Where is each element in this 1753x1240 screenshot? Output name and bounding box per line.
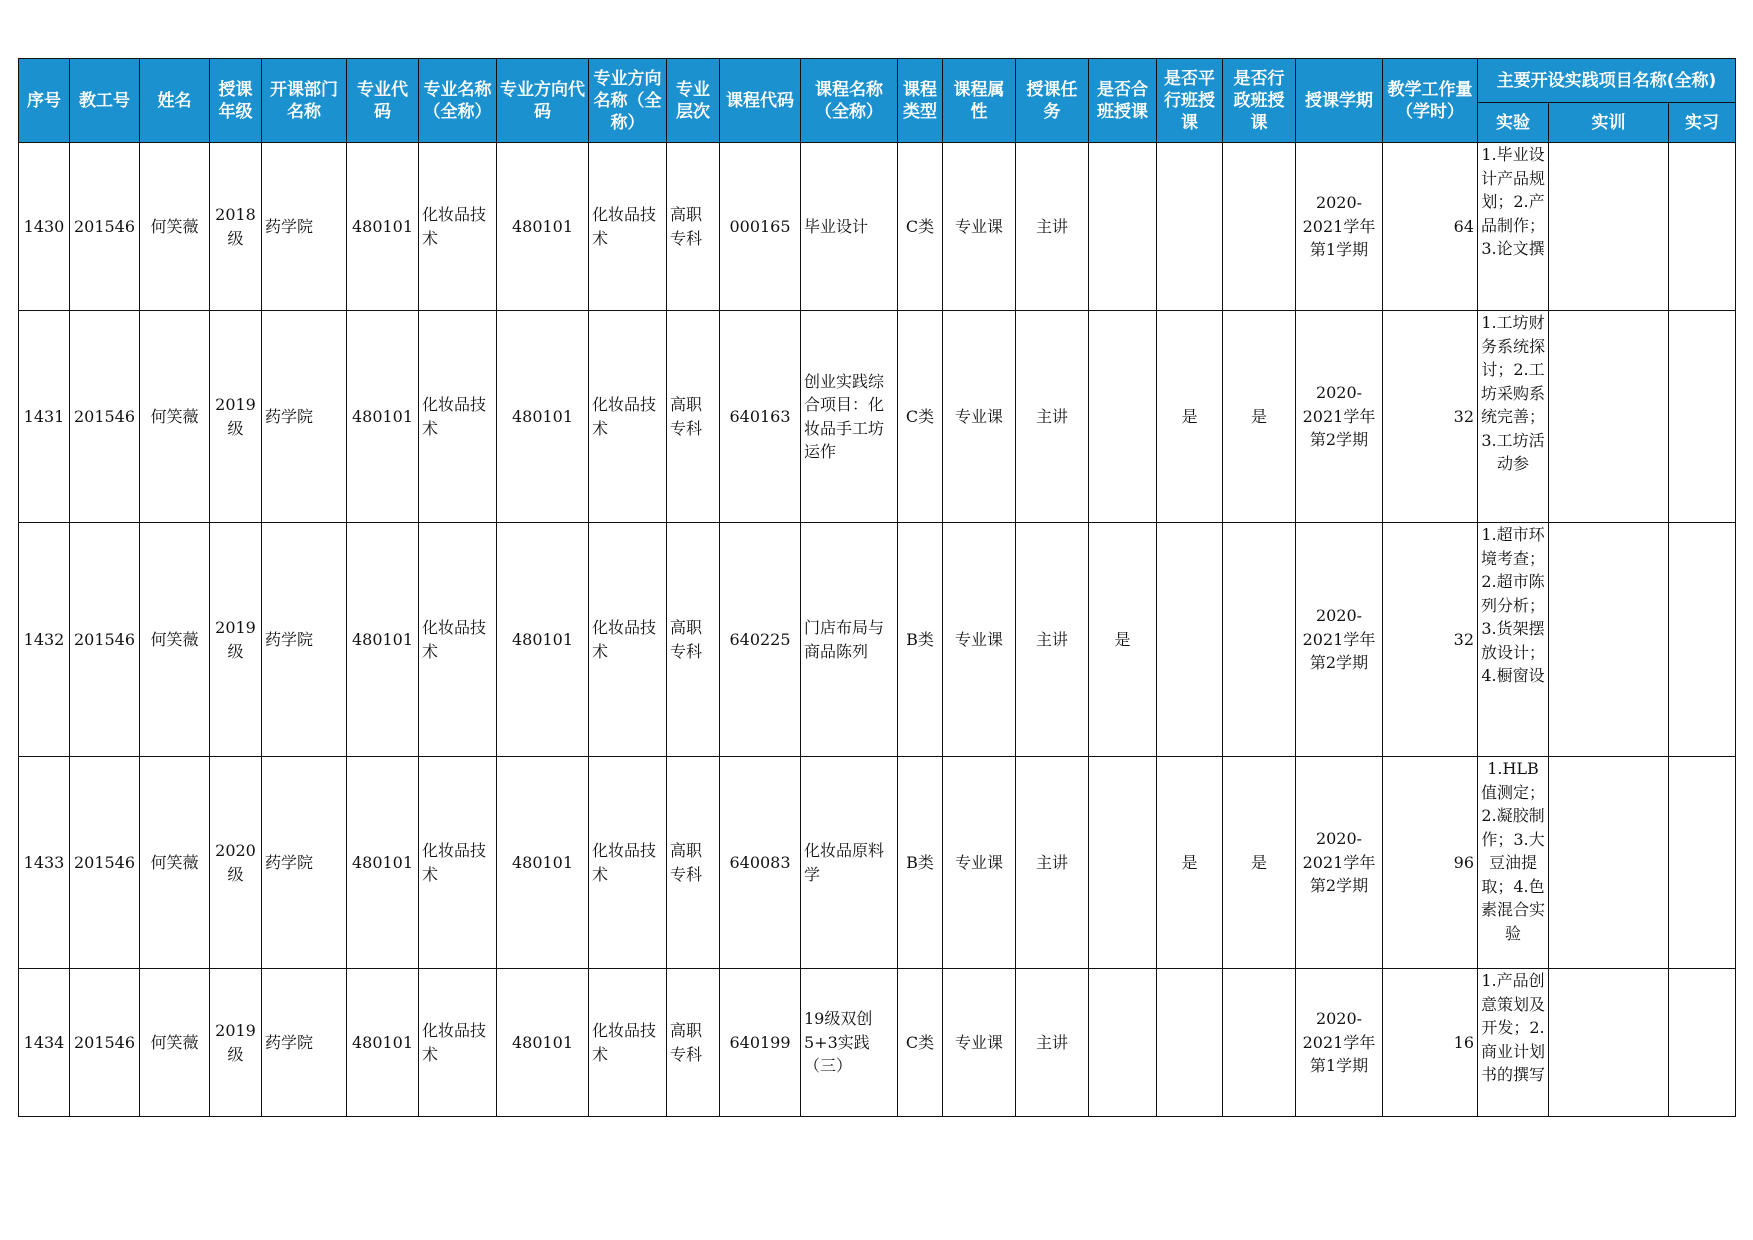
cell-merged <box>1089 969 1157 1117</box>
cell-parallel: 是 <box>1157 311 1223 523</box>
cell-course-type: B类 <box>898 757 943 969</box>
cell-grade: 2019级 <box>210 523 262 757</box>
table-row <box>19 311 1736 523</box>
cell-course-code: 640163 <box>720 311 801 523</box>
cell-parallel <box>1157 969 1223 1117</box>
cell-course-type: B类 <box>898 523 943 757</box>
cell-course-attr: 专业课 <box>943 311 1016 523</box>
cell-course-name: 化妆品原料学 <box>801 757 898 969</box>
header-course-type-text: 课程类型 <box>903 79 937 122</box>
header-grade: 授课年级 <box>210 59 262 143</box>
cell-task: 主讲 <box>1016 757 1089 969</box>
cell-course-name: 毕业设计 <box>801 143 898 311</box>
cell-name: 何笑薇 <box>140 523 210 757</box>
cell-course-code: 640083 <box>720 757 801 969</box>
cell-workload: 32 <box>1383 523 1478 757</box>
cell-dept: 药学院 <box>262 757 347 969</box>
cell-dir-name: 化妆品技术 <box>589 969 667 1117</box>
cell-course-attr: 专业课 <box>943 969 1016 1117</box>
teaching-workload-table <box>18 58 1736 1117</box>
cell-merged <box>1089 143 1157 311</box>
cell-course-name: 门店布局与商品陈列 <box>801 523 898 757</box>
table-row <box>19 757 1736 969</box>
cell-admin <box>1223 143 1296 311</box>
cell-course-code: 640225 <box>720 523 801 757</box>
cell-course-attr: 专业课 <box>943 143 1016 311</box>
header-experiment: 实验 <box>1478 103 1549 143</box>
cell-staff-id: 201546 <box>70 969 140 1117</box>
cell-major-code: 480101 <box>347 143 419 311</box>
cell-training <box>1549 311 1669 523</box>
cell-major-name: 化妆品技术 <box>419 757 497 969</box>
cell-admin <box>1223 969 1296 1117</box>
cell-staff-id: 201546 <box>70 523 140 757</box>
table-header <box>19 59 1736 143</box>
cell-dir-name: 化妆品技术 <box>589 523 667 757</box>
cell-grade: 2019级 <box>210 969 262 1117</box>
cell-merged <box>1089 311 1157 523</box>
header-dir-code: 专业方向代码 <box>497 59 589 143</box>
cell-semester: 2020-2021学年第2学期 <box>1296 311 1383 523</box>
cell-grade: 2019级 <box>210 311 262 523</box>
cell-task: 主讲 <box>1016 143 1089 311</box>
cell-course-code: 000165 <box>720 143 801 311</box>
cell-experiment-text: 1.超市环境考查；2.超市陈列分析；3.货架摆放设计；4.橱窗设 <box>1481 525 1545 685</box>
header-dir-name <box>589 59 667 143</box>
cell-seq: 1430 <box>19 143 70 311</box>
header-parallel: 是否平行班授课 <box>1157 59 1223 143</box>
cell-workload: 32 <box>1383 311 1478 523</box>
cell-course-type: C类 <box>898 969 943 1117</box>
cell-dept: 药学院 <box>262 523 347 757</box>
cell-dir-code: 480101 <box>497 757 589 969</box>
cell-experiment-text: 1.工坊财务系统探讨；2.工坊采购系统完善；3.工坊活动参 <box>1481 313 1545 473</box>
cell-major-name: 化妆品技术 <box>419 143 497 311</box>
cell-internship <box>1669 969 1736 1117</box>
header-course-type <box>898 59 943 143</box>
cell-semester: 2020-2021学年第1学期 <box>1296 969 1383 1117</box>
cell-admin: 是 <box>1223 311 1296 523</box>
cell-parallel <box>1157 523 1223 757</box>
table-body <box>19 143 1736 1117</box>
cell-major-code: 480101 <box>347 969 419 1117</box>
header-course-name: 课程名称（全称） <box>801 59 898 143</box>
table-row <box>19 969 1736 1117</box>
cell-experiment-text: 1.产品创意策划及开发；2.商业计划书的撰写 <box>1481 971 1545 1084</box>
cell-internship <box>1669 523 1736 757</box>
header-level: 专业层次 <box>667 59 720 143</box>
cell-admin <box>1223 523 1296 757</box>
cell-seq: 1433 <box>19 757 70 969</box>
cell-grade: 2018级 <box>210 143 262 311</box>
cell-dir-name: 化妆品技术 <box>589 143 667 311</box>
cell-training <box>1549 143 1669 311</box>
cell-training <box>1549 523 1669 757</box>
cell-staff-id: 201546 <box>70 757 140 969</box>
cell-experiment <box>1478 311 1549 523</box>
cell-major-code: 480101 <box>347 311 419 523</box>
cell-major-name: 化妆品技术 <box>419 969 497 1117</box>
header-major-name: 专业名称（全称） <box>419 59 497 143</box>
cell-experiment <box>1478 757 1549 969</box>
cell-workload: 16 <box>1383 969 1478 1117</box>
cell-dir-name: 化妆品技术 <box>589 757 667 969</box>
cell-parallel: 是 <box>1157 757 1223 969</box>
cell-name: 何笑薇 <box>140 757 210 969</box>
cell-task: 主讲 <box>1016 523 1089 757</box>
cell-dept: 药学院 <box>262 969 347 1117</box>
cell-course-type: C类 <box>898 311 943 523</box>
cell-internship <box>1669 757 1736 969</box>
cell-internship <box>1669 311 1736 523</box>
header-dir-name-text: 专业方向名称（全称） <box>593 68 662 133</box>
cell-seq: 1432 <box>19 523 70 757</box>
cell-dir-code: 480101 <box>497 969 589 1117</box>
cell-parallel <box>1157 143 1223 311</box>
cell-experiment-text: 1.毕业设计产品规划；2.产品制作；3.论文撰 <box>1481 145 1545 258</box>
cell-task: 主讲 <box>1016 311 1089 523</box>
header-semester: 授课学期 <box>1296 59 1383 143</box>
cell-staff-id: 201546 <box>70 311 140 523</box>
cell-course-attr: 专业课 <box>943 757 1016 969</box>
cell-name: 何笑薇 <box>140 311 210 523</box>
cell-dir-code: 480101 <box>497 523 589 757</box>
header-dept: 开课部门名称 <box>262 59 347 143</box>
cell-major-name: 化妆品技术 <box>419 311 497 523</box>
cell-staff-id: 201546 <box>70 143 140 311</box>
cell-experiment <box>1478 143 1549 311</box>
header-practice-group: 主要开设实践项目名称(全称) <box>1478 59 1736 103</box>
cell-semester: 2020-2021学年第2学期 <box>1296 757 1383 969</box>
header-seq: 序号 <box>19 59 70 143</box>
cell-level: 高职专科 <box>667 311 720 523</box>
cell-task: 主讲 <box>1016 969 1089 1117</box>
cell-semester: 2020-2021学年第1学期 <box>1296 143 1383 311</box>
cell-name: 何笑薇 <box>140 969 210 1117</box>
cell-major-code: 480101 <box>347 757 419 969</box>
header-merged: 是否合班授课 <box>1089 59 1157 143</box>
cell-level: 高职专科 <box>667 523 720 757</box>
cell-dept: 药学院 <box>262 143 347 311</box>
header-name: 姓名 <box>140 59 210 143</box>
header-staff-id: 教工号 <box>70 59 140 143</box>
cell-training <box>1549 969 1669 1117</box>
cell-dir-name: 化妆品技术 <box>589 311 667 523</box>
cell-level: 高职专科 <box>667 143 720 311</box>
cell-course-code: 640199 <box>720 969 801 1117</box>
cell-internship <box>1669 143 1736 311</box>
cell-dir-code: 480101 <box>497 311 589 523</box>
cell-course-name: 创业实践综合项目：化妆品手工坊运作 <box>801 311 898 523</box>
cell-course-type: C类 <box>898 143 943 311</box>
cell-workload: 96 <box>1383 757 1478 969</box>
table-row <box>19 523 1736 757</box>
cell-admin: 是 <box>1223 757 1296 969</box>
header-training: 实训 <box>1549 103 1669 143</box>
cell-major-name: 化妆品技术 <box>419 523 497 757</box>
cell-experiment <box>1478 969 1549 1117</box>
cell-training <box>1549 757 1669 969</box>
cell-major-code: 480101 <box>347 523 419 757</box>
cell-level: 高职专科 <box>667 757 720 969</box>
cell-merged: 是 <box>1089 523 1157 757</box>
cell-name: 何笑薇 <box>140 143 210 311</box>
cell-merged <box>1089 757 1157 969</box>
header-task: 授课任务 <box>1016 59 1089 143</box>
cell-dir-code: 480101 <box>497 143 589 311</box>
header-major-code: 专业代码 <box>347 59 419 143</box>
cell-experiment <box>1478 523 1549 757</box>
cell-experiment-text: 1.HLB值测定；2.凝胶制作；3.大豆油提取；4.色素混合实验 <box>1481 759 1545 943</box>
header-internship: 实习 <box>1669 103 1736 143</box>
header-course-code: 课程代码 <box>720 59 801 143</box>
cell-course-name: 19级双创5+3实践（三） <box>801 969 898 1117</box>
table-row <box>19 143 1736 311</box>
cell-workload: 64 <box>1383 143 1478 311</box>
header-course-attr: 课程属性 <box>943 59 1016 143</box>
cell-semester: 2020-2021学年第2学期 <box>1296 523 1383 757</box>
cell-seq: 1434 <box>19 969 70 1117</box>
cell-grade: 2020级 <box>210 757 262 969</box>
cell-course-attr: 专业课 <box>943 523 1016 757</box>
cell-seq: 1431 <box>19 311 70 523</box>
cell-dept: 药学院 <box>262 311 347 523</box>
header-workload: 教学工作量（学时） <box>1383 59 1478 143</box>
header-admin: 是否行政班授课 <box>1223 59 1296 143</box>
cell-level: 高职专科 <box>667 969 720 1117</box>
